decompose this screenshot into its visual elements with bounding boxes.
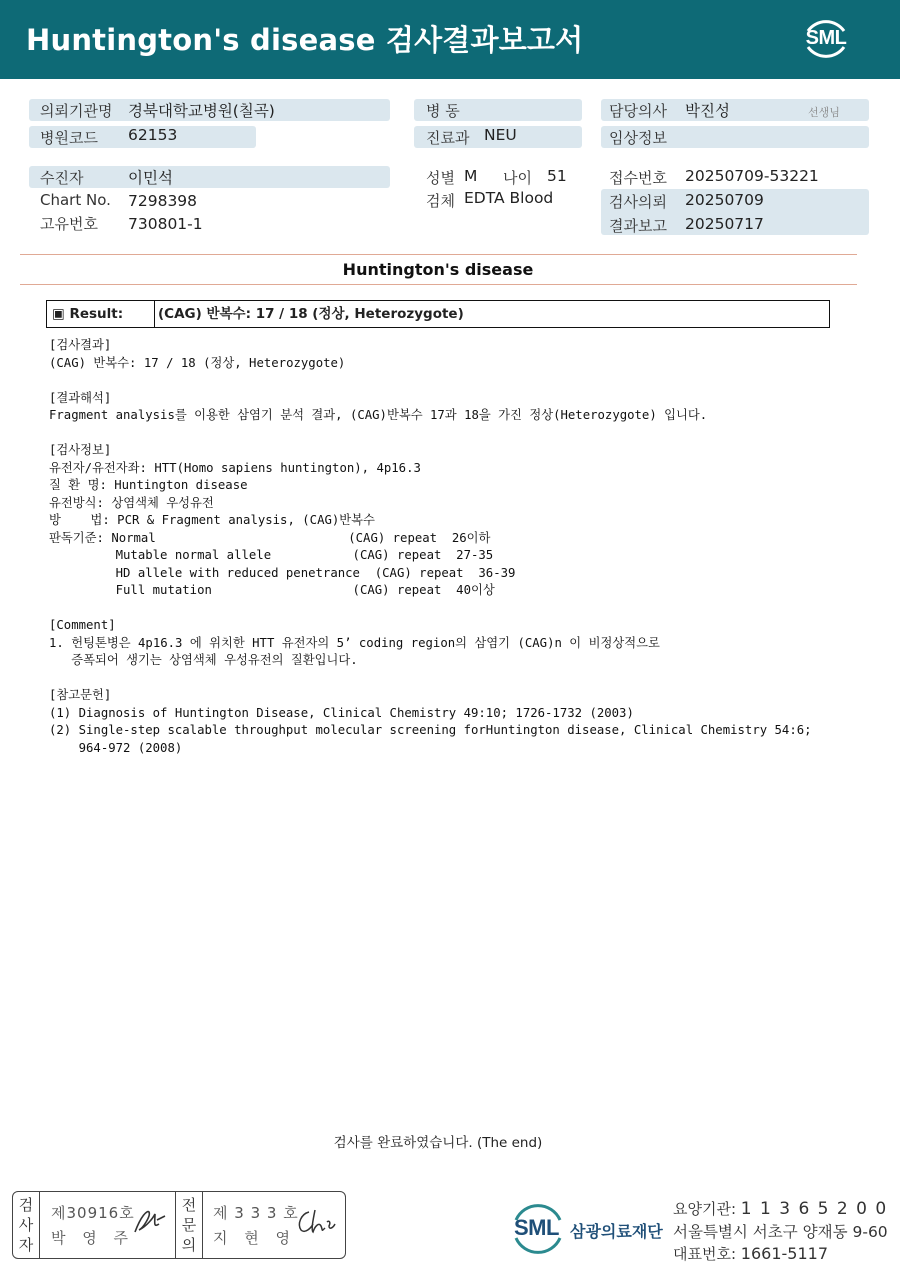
report-line (49, 600, 812, 618)
requesting-institution-label: 의뢰기관명 (40, 102, 113, 120)
specimen-value: EDTA Blood (464, 189, 554, 207)
test-request-value: 20250709 (685, 191, 764, 209)
report-title: Huntington's disease 검사결과보고서 (26, 23, 584, 57)
report-line: 유전자/유전자좌: HTT(Homo sapiens huntington), 4p16.3 (49, 460, 421, 475)
ward-label: 병 동 (426, 102, 460, 120)
sml-logo-text: SML (805, 27, 847, 49)
report-line (49, 372, 812, 390)
result-box (46, 300, 830, 328)
report-line: 증폭되어 생기는 상염색체 우성유전의 질환입니다. (49, 653, 358, 667)
footer-code-value: 1 1 3 6 5 2 0 0 (740, 1199, 888, 1219)
department-value: NEU (484, 126, 517, 144)
signature-box (12, 1191, 346, 1259)
patient-name-value: 이민석 (128, 169, 173, 187)
vertical-char: 의 (181, 1236, 197, 1254)
report-line: [Comment] (49, 618, 116, 632)
footer-code-label: 요양기관: (673, 1200, 737, 1218)
specialist-name: 지 현 영 (213, 1229, 297, 1247)
specialist-license: 제 3 3 3 호 (213, 1204, 299, 1222)
examiner-label (13, 1192, 39, 1258)
reception-no-label: 접수번호 (609, 169, 667, 187)
age-value: 51 (547, 167, 567, 185)
specimen-label: 검체 (426, 192, 455, 210)
footer-phone-value: 1661-5117 (740, 1244, 829, 1263)
report-line: 1. 헌팅톤병은 4p16.3 에 위치한 HTT 유전자의 5’ coding region의 삼염기 (CAG)n 이 비정상적으로 (49, 635, 660, 650)
reception-no-value: 20250709-53221 (685, 167, 819, 185)
vertical-char: 사 (18, 1216, 34, 1234)
chart-no-value: 7298398 (128, 192, 198, 210)
sex-label: 성별 (426, 169, 455, 187)
patient-name-label: 수진자 (40, 169, 84, 187)
report-line: 964-972 (2008) (49, 740, 183, 755)
result-report-label: 결과보고 (609, 217, 667, 235)
test-request-label: 검사의뢰 (609, 193, 667, 211)
report-line: 질 환 명: Huntington disease (49, 478, 248, 492)
section-title: Huntington's disease (342, 260, 534, 279)
doctor-suffix: 선생님 (808, 106, 840, 119)
sml-logo (800, 13, 852, 65)
footer-phone (673, 1243, 828, 1264)
examiner-license: 제30916호 (51, 1204, 135, 1222)
divider (39, 1192, 40, 1258)
report-line: Fragment analysis를 이용한 삼염기 분석 결과, (CAG)반복수 17과 18을 가진 정상(Heterozygote) 입니다. (49, 408, 708, 422)
footer-address: 서울특별시 서초구 양재동 9-60 (673, 1223, 888, 1241)
age-label: 나이 (503, 169, 532, 187)
vertical-char: 검 (18, 1196, 34, 1214)
vertical-char: 문 (181, 1216, 197, 1234)
footer-code (673, 1198, 888, 1219)
report-line: (1) Diagnosis of Huntington Disease, Clinical Chemistry 49:10; 1726-1732 (2003) (49, 705, 634, 720)
vertical-char: 자 (18, 1236, 34, 1254)
vertical-char: 전 (181, 1196, 197, 1214)
report-body (49, 337, 812, 757)
hospital-code-label: 병원코드 (40, 129, 98, 147)
unique-no-label: 고유번호 (40, 215, 98, 233)
specialist-label (176, 1192, 202, 1258)
examiner-signature-icon (133, 1206, 167, 1242)
result-report-value: 20250717 (685, 215, 764, 233)
report-line: [참고문헌] (49, 688, 112, 702)
hospital-code-value: 62153 (128, 126, 178, 144)
divider (202, 1192, 203, 1258)
department-label: 진료과 (426, 129, 470, 147)
examiner-name: 박 영 주 (51, 1229, 135, 1247)
sex-value: M (464, 167, 478, 185)
report-header (0, 0, 900, 79)
report-line (49, 425, 812, 443)
report-line: Full mutation (CAG) repeat 40이상 (49, 583, 495, 597)
result-label: ▣ Result: (47, 301, 155, 327)
report-line: (2) Single-step scalable throughput molecular screening forHuntington disease, Clinical Chemistry 54:6; (49, 723, 812, 737)
divider (20, 284, 857, 285)
footer-logo-text: SML (514, 1215, 559, 1240)
chart-no-label: Chart No. (40, 191, 111, 209)
result-value: (CAG) 반복수: 17 / 18 (정상, Heterozygote) (158, 306, 464, 322)
report-line: 방 법: PCR & Fragment analysis, (CAG)반복수 (49, 513, 375, 527)
requesting-institution-value: 경북대학교병원(칠곡) (128, 102, 275, 120)
report-line: [결과해석] (49, 390, 112, 405)
end-text: 검사를 완료하였습니다. (The end) (333, 1135, 543, 1151)
footer-phone-label: 대표번호: (673, 1245, 737, 1263)
report-line: HD allele with reduced penetrance (CAG) repeat 36-39 (49, 565, 516, 580)
footer-org-name: 삼광의료재단 (570, 1222, 663, 1241)
doctor-label: 담당의사 (609, 102, 667, 120)
report-line (49, 670, 812, 688)
clinical-info-label: 임상정보 (609, 129, 667, 147)
unique-no-value: 730801-1 (128, 215, 203, 233)
divider (20, 254, 857, 255)
doctor-value: 박진성 (685, 102, 730, 120)
report-line: Mutable normal allele (CAG) repeat 27-35 (49, 548, 494, 562)
report-line: 판독기준: Normal (CAG) repeat 26이하 (49, 530, 491, 545)
report-line: [검사정보] (49, 443, 112, 457)
specialist-signature-icon (295, 1206, 337, 1244)
report-line: [검사결과] (49, 338, 112, 352)
report-line: (CAG) 반복수: 17 / 18 (정상, Heterozygote) (49, 355, 346, 370)
report-line: 유전방식: 상염색체 우성유전 (49, 495, 214, 510)
